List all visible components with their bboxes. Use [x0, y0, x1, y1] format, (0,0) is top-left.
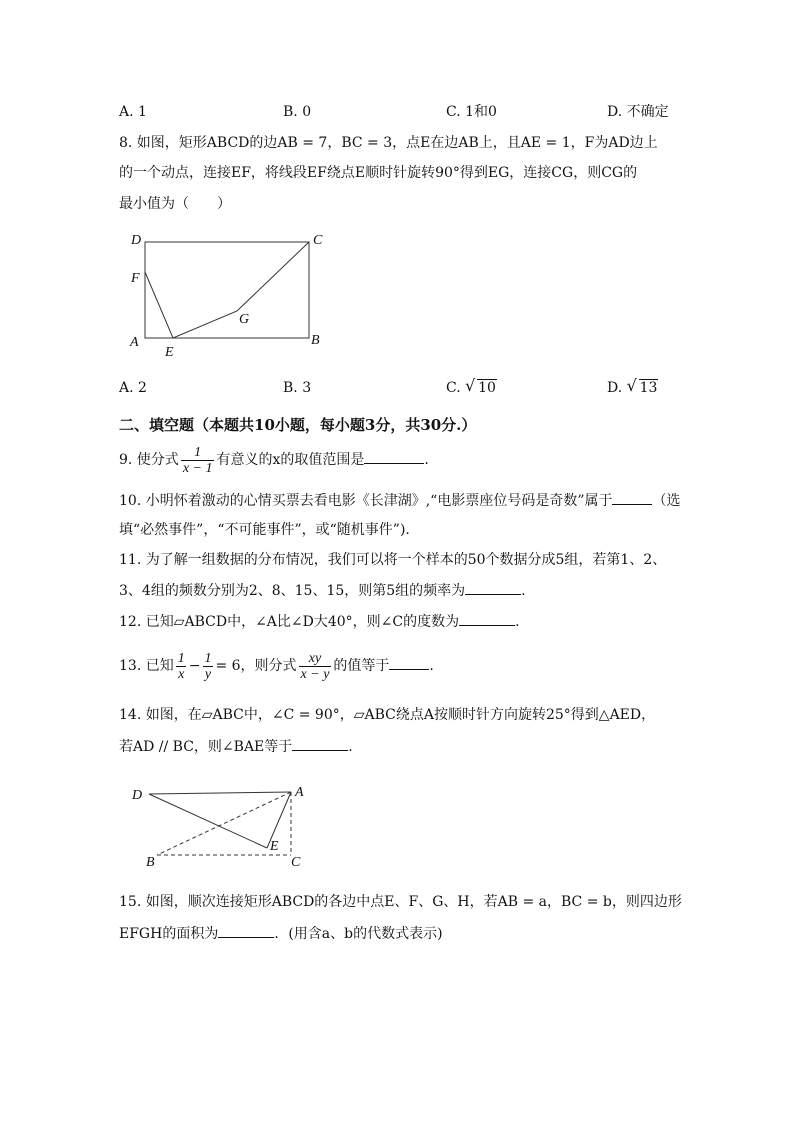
q11-answer-blank[interactable] [465, 580, 521, 595]
label-a: A [295, 785, 304, 800]
q13-prefix: 13. 已知 [119, 658, 174, 674]
q14-line2: 若AD // BC，则∠BAE等于 . [119, 736, 353, 757]
q14-line2-text: 若AD // BC，则∠BAE等于 [119, 739, 293, 755]
sqrt-10: √ 10 [465, 376, 496, 396]
q11-line2-text: 3、4组的频数分别为2、8、15、15，则第5组的频率为 [119, 583, 466, 599]
label-g: G [239, 312, 250, 327]
q8-option-d [607, 378, 658, 398]
q15-line2 [119, 923, 443, 944]
label-b: B [311, 333, 320, 348]
label-c: C [313, 233, 323, 248]
q7-option-b: B. 0 [283, 104, 312, 120]
q15-line2-suffix: ．(用含a、b的代数式表示) [274, 926, 443, 942]
q13-suffix: 的值等于 [333, 658, 390, 674]
q7-option-d: D. 不确定 [607, 104, 669, 120]
segment-da [149, 792, 291, 794]
q9-fraction: $\frac{1}{x - 1}$ [182, 444, 213, 476]
q10-line1-text: 10. 小明怀着激动的心情买票去看电影《长津湖》,“电影票座位号码是奇数”属于 [119, 493, 613, 509]
q8-option-c-label: C. [446, 380, 461, 396]
q15-line1: 15. 如图，顺次连接矩形ABCD的各边中点E、F、G、H，若AB = a，BC = b，则四边形 [119, 894, 682, 910]
q13: 13. 已知 $\frac{1}{x}$ − $\frac{1}{y}$ = 6，则分式 $\frac{xy}{x - y}$ 的值等于 . [119, 650, 434, 682]
q12-answer-blank[interactable] [459, 611, 515, 626]
segment-de [149, 794, 267, 848]
q8-stem-line2: 的一个动点，连接EF，将线段EF绕点E顺时针旋转90°得到EG，连接CG，则CG的 [119, 165, 638, 181]
q7-option-c: C. 1和0 [446, 104, 497, 120]
q14-line1: 14. 如图，在▱ABC中，∠C = 90°，▱ABC绕点A按顺时针方向旋转25°得到△AED， [119, 707, 656, 723]
q13-answer-blank[interactable] [389, 655, 429, 670]
q14-figure-triangles [128, 780, 318, 868]
q8-option-d-label: D. [607, 380, 623, 396]
q8-option-c [446, 378, 497, 398]
q8-stem-line1: 8. 如图，矩形ABCD的边AB = 7，BC = 3，点E在边AB上，且AE = 1，F为AD边上 [119, 135, 658, 151]
q8-figure-rectangle [120, 226, 340, 361]
q8-option-b: B. 3 [283, 380, 312, 396]
q10-answer-blank[interactable] [612, 490, 652, 505]
q13-fraction-1y: $\frac{1}{y}$ [204, 650, 212, 682]
q13-fraction-xy: $\frac{xy}{x - y}$ [300, 650, 330, 682]
q9-prefix: 9. 使分式 [119, 452, 179, 468]
q11-line1: 11. 为了解一组数据的分布情况，我们可以将一个样本的50个数据分成5组，若第1、2、 [119, 552, 667, 568]
q11-line2: 3、4组的频数分别为2、8、15、15，则第5组的频率为 . [119, 580, 526, 601]
q9: 9. 使分式 $\frac{1}{x - 1}$ 有意义的x的取值范围是 . [119, 444, 429, 476]
label-c: C [291, 855, 301, 868]
q14-answer-blank[interactable] [292, 736, 348, 751]
q12-text: 12. 已知▱ABCD中，∠A比∠D大40°，则∠C的度数为 [119, 614, 460, 630]
q10-line1: 10. 小明怀着激动的心情买票去看电影《长津湖》,“电影票座位号码是奇数”属于 （选 [119, 490, 680, 511]
segments-fegc [145, 242, 309, 338]
q15-line2-prefix: EFGH的面积为 [119, 926, 219, 942]
label-e: E [165, 345, 174, 360]
label-f: F [131, 271, 140, 286]
rectangle-abcd [145, 242, 309, 338]
q13-fraction-1x: $\frac{1}{x}$ [177, 650, 185, 682]
q7-option-a: A. 1 [119, 104, 147, 120]
q10-line2: 填“必然事件”，“不可能事件”，或“随机事件”). [119, 522, 410, 538]
label-b: B [146, 855, 155, 868]
label-e: E [270, 839, 279, 854]
q9-suffix: 有意义的x的取值范围是 [216, 452, 365, 468]
q13-eq: = 6，则分式 [215, 658, 297, 674]
sqrt-13: √ 13 [626, 376, 658, 396]
q9-answer-blank[interactable] [364, 449, 424, 464]
q8-option-a: A. 2 [119, 380, 147, 396]
label-d: D [132, 788, 143, 803]
label-d: D [131, 233, 142, 248]
section-2-title: 二、填空题（本题共10小题，每小题3分，共30分.） [119, 416, 477, 434]
q15-answer-blank[interactable] [218, 923, 274, 938]
label-a: A [130, 335, 139, 350]
q12: 12. 已知▱ABCD中，∠A比∠D大40°，则∠C的度数为 . [119, 611, 520, 632]
q8-stem-line3: 最小值为（ ） [119, 196, 231, 212]
